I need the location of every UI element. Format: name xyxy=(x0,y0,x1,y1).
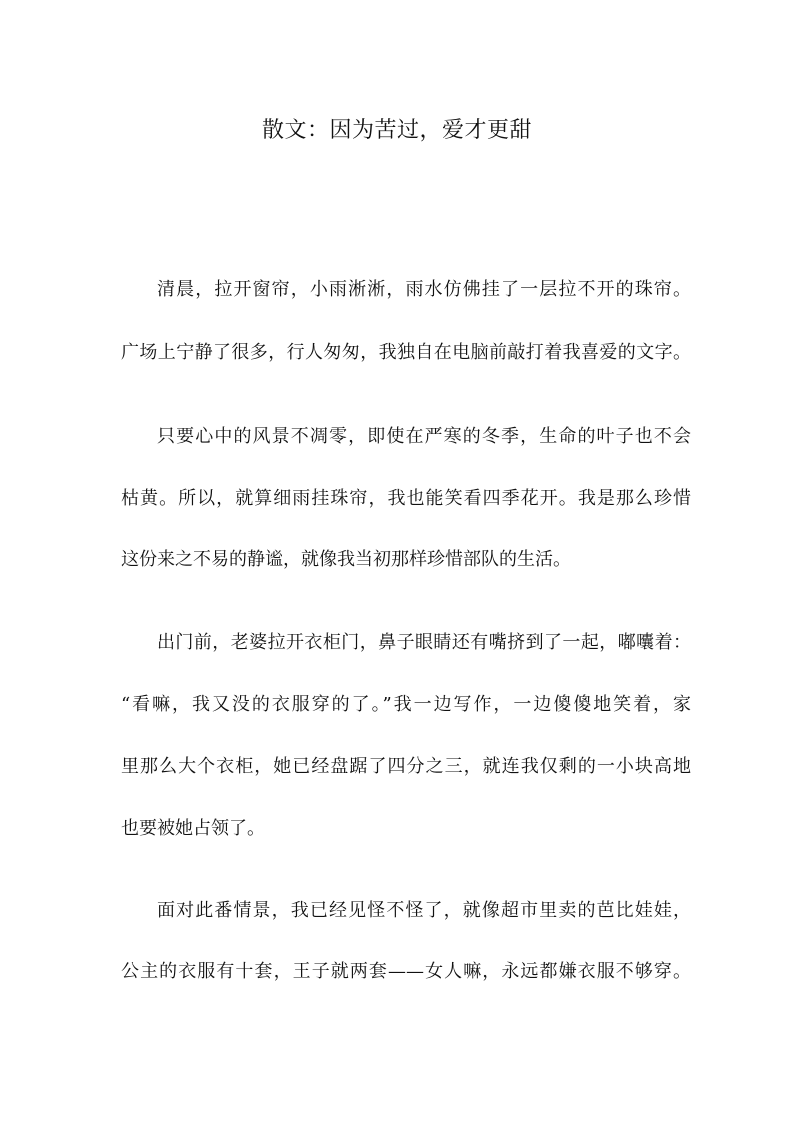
paragraph-2-line-3: 这份来之不易的静谧，就像我当初那样珍惜部队的生活。 xyxy=(121,549,571,570)
paragraph-2-line-2: 枯黄。所以，就算细雨挂珠帘，我也能笑看四季花开。我是那么珍惜 xyxy=(121,488,691,509)
paragraph-1-line-1: 清晨，拉开窗帘，小雨淅淅，雨水仿佛挂了一层拉不开的珠帘。 xyxy=(157,279,691,300)
paragraph-4-line-2: 公主的衣服有十套，王子就两套——女人嘛，永远都嫌衣服不够穿。 xyxy=(121,961,691,982)
paragraph-4-line-1: 面对此番情景，我已经见怪不怪了，就像超市里卖的芭比娃娃， xyxy=(157,900,691,921)
paragraph-3-line-1: 出门前，老婆拉开衣柜门，鼻子眼睛还有嘴挤到了一起，嘟囔着： xyxy=(157,632,691,653)
paragraph-3-line-4: 也要被她占领了。 xyxy=(121,818,265,839)
paragraph-2-line-1: 只要心中的风景不凋零，即使在严寒的冬季，生命的叶子也不会 xyxy=(157,426,691,447)
document-title: 散文：因为苦过，爱才更甜 xyxy=(261,118,532,143)
paragraph-3-line-3: 里那么大个衣柜，她已经盘踞了四分之三，就连我仅剩的一小块高地 xyxy=(121,756,691,777)
paragraph-3-line-2: “看嘛，我又没的衣服穿的了。”我一边写作，一边傻傻地笑着，家 xyxy=(121,694,691,715)
paragraph-1-line-2: 广场上宁静了很多，行人匆匆，我独自在电脑前敲打着我喜爱的文字。 xyxy=(121,342,691,363)
